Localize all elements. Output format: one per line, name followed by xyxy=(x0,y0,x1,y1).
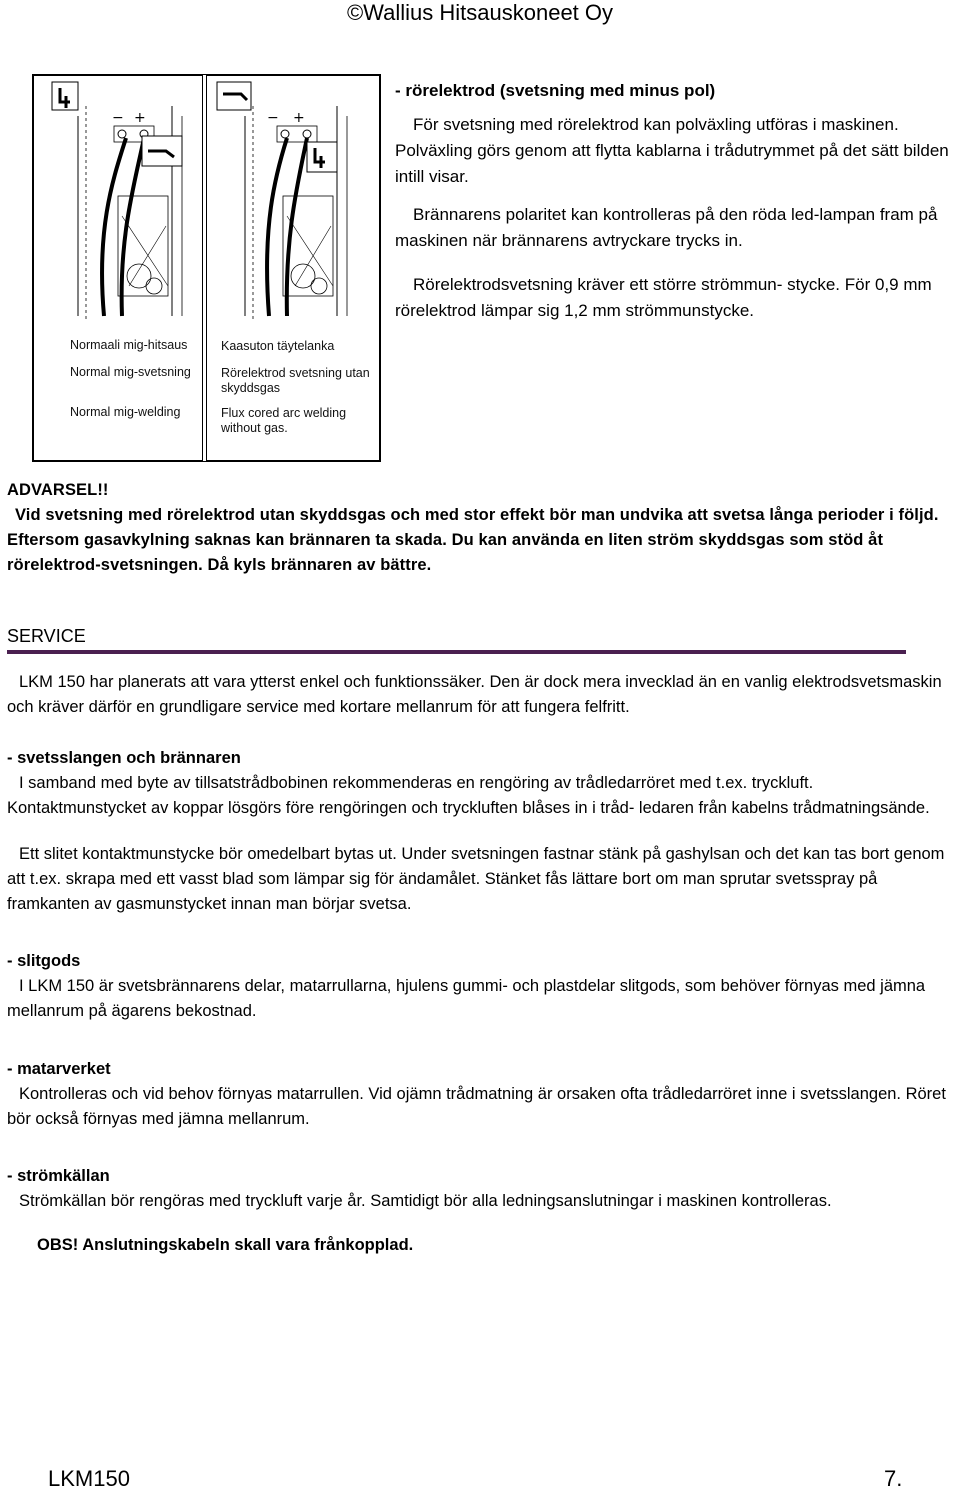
figure-panel-normal xyxy=(33,75,203,461)
polarity-figure xyxy=(32,74,381,462)
footer-page-number: 7. xyxy=(884,1466,903,1491)
obs-note: OBS! Anslutningskabeln skall vara frånkopplad. xyxy=(37,1236,414,1254)
minus-label-2: − xyxy=(267,110,279,126)
minus-label: − xyxy=(112,110,124,126)
section-heading-power-source: - strömkällan xyxy=(7,1167,110,1185)
page-header: ©Wallius Hitsauskoneet Oy xyxy=(346,0,614,25)
caption-en-normal: Normal mig-welding xyxy=(70,405,181,419)
normal-mig-illustration xyxy=(34,76,202,326)
intro-paragraph-2: Brännarens polaritet kan kontrolleras på den röda led-lampan fram på maskinen när brännarens avtryckare trycks in. xyxy=(395,205,938,250)
service-intro: LKM 150 har planerats att vara ytterst enkel och funktionssäker. Den är dock mera invecklad än en vanlig elektrodsvetsmaskin och kräver därför en grundligare service med kortare mellanrum för att fungera felfritt. xyxy=(7,673,942,716)
section-power-source-paragraph: Strömkällan bör rengöras med tryckluft varje år. Samtidigt bör alla ledningsanslutningar i maskinen kontrolleras. xyxy=(19,1192,832,1210)
caption-sv-fluxcored: Rörelektrod svetsning utan skyddsgas xyxy=(221,366,370,395)
section-heading-hose: - svetsslangen och brännaren xyxy=(7,749,241,767)
section-heading-wear-parts: - slitgods xyxy=(7,952,81,970)
flux-cored-illustration xyxy=(207,76,379,326)
figure-panel-fluxcored xyxy=(206,75,380,461)
warning-section xyxy=(7,478,960,578)
warning-title: ADVARSEL!! xyxy=(7,481,109,499)
intro-heading: - rörelektrod (svetsning med minus pol) xyxy=(395,81,716,100)
plus-label: + xyxy=(134,110,146,126)
caption-sv-normal: Normal mig-svetsning xyxy=(70,365,191,379)
caption-fi-normal: Normaali mig-hitsaus xyxy=(70,338,188,352)
warning-text: Vid svetsning med rörelektrod utan skyddsgas och med stor effekt bör man undvika att svetsa långa perioder i följd. Eftersom gasavkylning saknas kan brännaren ta skada. Du kan använda en liten ström skyddsgas som stöd åt rörelektrod-svetsningen. Då kyls brännaren av bättre. xyxy=(7,506,939,574)
service-body xyxy=(7,670,957,1258)
section-hose-paragraph-2: Ett slitet kontaktmunstycke bör omedelbart bytas ut. Under svetsningen fastnar stänk på gashylsan och det kan tas bort genom att t.ex. skrapa med ett vasst blad som lämpar sig för ändamålet. Stänket fås lättare bort om man sprutar svetsspray på framkanten av gasmunstycket innan man börjar svetsa. xyxy=(7,845,945,913)
service-divider xyxy=(7,650,906,654)
section-heading-feeder: - matarverket xyxy=(7,1060,111,1078)
caption-en-fluxcored: Flux cored arc welding without gas. xyxy=(221,406,347,435)
section-hose-paragraph-1: I samband med byte av tillsatstrådbobinen rekommenderas en rengöring av trådledarröret med t.ex. tryckluft. Kontaktmunstycket av koppar lösgörs före rengöringen och tryckluften blåses in i tråd- ledaren från kabelns trådmatningsände. xyxy=(7,774,930,817)
caption-fi-fluxcored: Kaasuton täytelanka xyxy=(221,339,335,353)
intro-paragraph-3: Rörelektrodsvetsning kräver ett större strömmun- stycke. För 0,9 mm rörelektrod lämpar sig 1,2 mm strömmunstycke. xyxy=(395,275,932,320)
service-title: SERVICE xyxy=(7,626,86,646)
intro-paragraph-1: För svetsning med rörelektrod kan polväxling utföras i maskinen. Polväxling görs genom att flytta kablarna i trådutrymmet på det sätt bilden intill visar. xyxy=(395,115,949,186)
section-wear-parts-paragraph: I LKM 150 är svetsbrännarens delar, matarrullarna, hjulens gummi- och plastdelar slitgods, som behöver förnyas med jämna mellanrum på ägarens bekostnad. xyxy=(7,977,926,1020)
plus-label-2: + xyxy=(293,110,305,126)
intro-section xyxy=(395,78,955,324)
section-feeder-paragraph: Kontrolleras och vid behov förnyas matarrullen. Vid ojämn trådmatning är orsaken ofta trådledarröret inne i svetsslangen. Röret bör också förnyas med jämna mellanrum. xyxy=(7,1085,946,1128)
footer-model: LKM150 xyxy=(48,1466,130,1491)
